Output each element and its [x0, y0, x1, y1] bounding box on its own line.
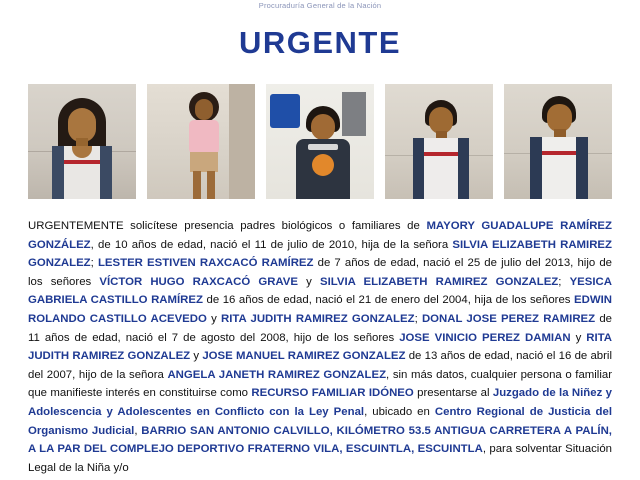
photo-child-2 — [147, 84, 255, 199]
notice-body-text — [28, 217, 612, 477]
highlighted-name: Juzgado de la Niñez y Adolescencia y Adolescentes en Conflicto con la Ley Penal — [28, 387, 612, 418]
highlighted-name: Centro Regional de Justicia del Organismo Judicial — [28, 405, 612, 437]
photo-gallery — [0, 84, 640, 199]
shirt-text-shape — [308, 144, 338, 150]
highlighted-name: LESTER ESTIVEN RAXCACÓ RAMÍREZ — [97, 257, 314, 270]
photo-child-5 — [504, 84, 612, 199]
photo-child-1 — [28, 84, 136, 199]
body-text-segment: , sin más datos, cualquier persona o familiar que manifieste interés en constituirse como — [28, 368, 613, 400]
face-shape — [68, 108, 96, 142]
shirt-stripe-right — [100, 146, 112, 199]
highlighted-name: BARRIO SAN ANTONIO CALVILLO, KILÓMETRO 53.5 ANTIGUA CARRETERA A PALÍN, A LA PAR DEL COMPLEJO DEPORTIVO FRATERNO VILA, ESCUINTLA, ESCUINTLA — [28, 424, 612, 456]
highlighted-name: SILVIA ELIZABETH RAMIREZ GONZALEZ — [319, 275, 559, 288]
background-blue-panel — [270, 94, 300, 128]
body-text-segment: de 7 años de edad, nació el 25 de julio del 2013, hijo de los señores — [28, 257, 612, 288]
page-title: URGENTE — [238, 25, 402, 60]
door-shape — [229, 84, 255, 199]
highlighted-name: RITA JUDITH RAMIREZ GONZALEZ — [220, 312, 415, 325]
photo-child-3 — [266, 84, 374, 199]
body-text-segment: URGENTEMENTE solicítese presencia padres biológicos o familiares de — [28, 220, 427, 232]
shirt-accent-stripe — [542, 151, 576, 155]
face-shape — [311, 114, 335, 140]
body-text-segment: de 11 años de edad, nació el 7 de agosto del 2008, hijo de los señores — [28, 312, 612, 344]
shorts-shape — [190, 152, 218, 172]
background-grey-panel — [342, 92, 366, 136]
body-text-segment: , de 10 años de edad, nació el 11 de julio de 2010, hija de la señora — [90, 238, 453, 251]
body-text-segment: de 16 años de edad, nació el 21 de enero del 2004, hija de los señores — [202, 294, 575, 307]
organization-line: Procuraduría General de la Nación — [258, 1, 382, 10]
body-text-segment: , — [134, 424, 142, 437]
body-text-segment: y — [298, 275, 320, 288]
leg-right — [207, 171, 215, 199]
highlighted-name: JOSE VINICIO PEREZ DAMIAN — [399, 331, 571, 344]
body-text-segment: de 13 años de edad, nació el 16 de abril del 2007, hijo de la señora — [28, 350, 612, 381]
body-text-segment: y — [190, 350, 203, 363]
highlighted-name: EDWIN ROLANDO CASTILLO ACEVEDO — [28, 294, 612, 325]
shirt-stripe-left — [530, 137, 542, 199]
shirt-logo-shape — [312, 154, 334, 176]
body-text-segment: ; — [90, 257, 98, 270]
shirt-accent-stripe — [64, 160, 100, 164]
highlighted-name: JOSE MANUEL RAMIREZ GONZALEZ — [202, 350, 406, 363]
face-shape — [547, 104, 572, 132]
highlighted-name: ANGELA JANETH RAMIREZ GONZALEZ — [167, 368, 387, 381]
shirt-stripe-left — [52, 146, 64, 199]
leg-left — [193, 171, 201, 199]
shirt-stripe-left — [413, 138, 424, 199]
body-text-segment: ; — [414, 312, 422, 325]
highlighted-name: RECURSO FAMILIAR IDÓNEO — [251, 387, 414, 400]
shirt-stripe-right — [576, 137, 588, 199]
torso-shape — [189, 120, 219, 154]
highlighted-name: YESICA GABRIELA CASTILLO RAMÍREZ — [28, 275, 612, 307]
shirt-stripe-right — [458, 138, 469, 199]
body-text-segment: y — [570, 331, 587, 344]
highlighted-name: DONAL JOSE PEREZ RAMIREZ — [421, 312, 596, 325]
highlighted-name: MAYORY GUADALUPE RAMÍREZ GONZÁLEZ — [28, 220, 612, 251]
face-shape — [195, 99, 213, 120]
highlighted-name: SILVIA ELIZABETH RAMIREZ GONZALEZ — [28, 238, 612, 270]
body-text-segment: presentarse al — [413, 387, 493, 400]
shirt-accent-stripe — [424, 152, 458, 156]
body-text-segment: , ubicado en — [364, 405, 435, 418]
body-text-segment: y — [206, 312, 221, 325]
highlighted-name: VÍCTOR HUGO RAXCACÓ GRAVE — [99, 275, 299, 288]
body-text-segment: ; — [558, 275, 570, 288]
face-shape — [429, 107, 453, 134]
highlighted-name: RITA JUDITH RAMIREZ GONZALEZ — [28, 331, 612, 363]
photo-child-4 — [385, 84, 493, 199]
body-text-segment: , para solventar Situación Legal de la Niña y/o — [28, 443, 612, 474]
